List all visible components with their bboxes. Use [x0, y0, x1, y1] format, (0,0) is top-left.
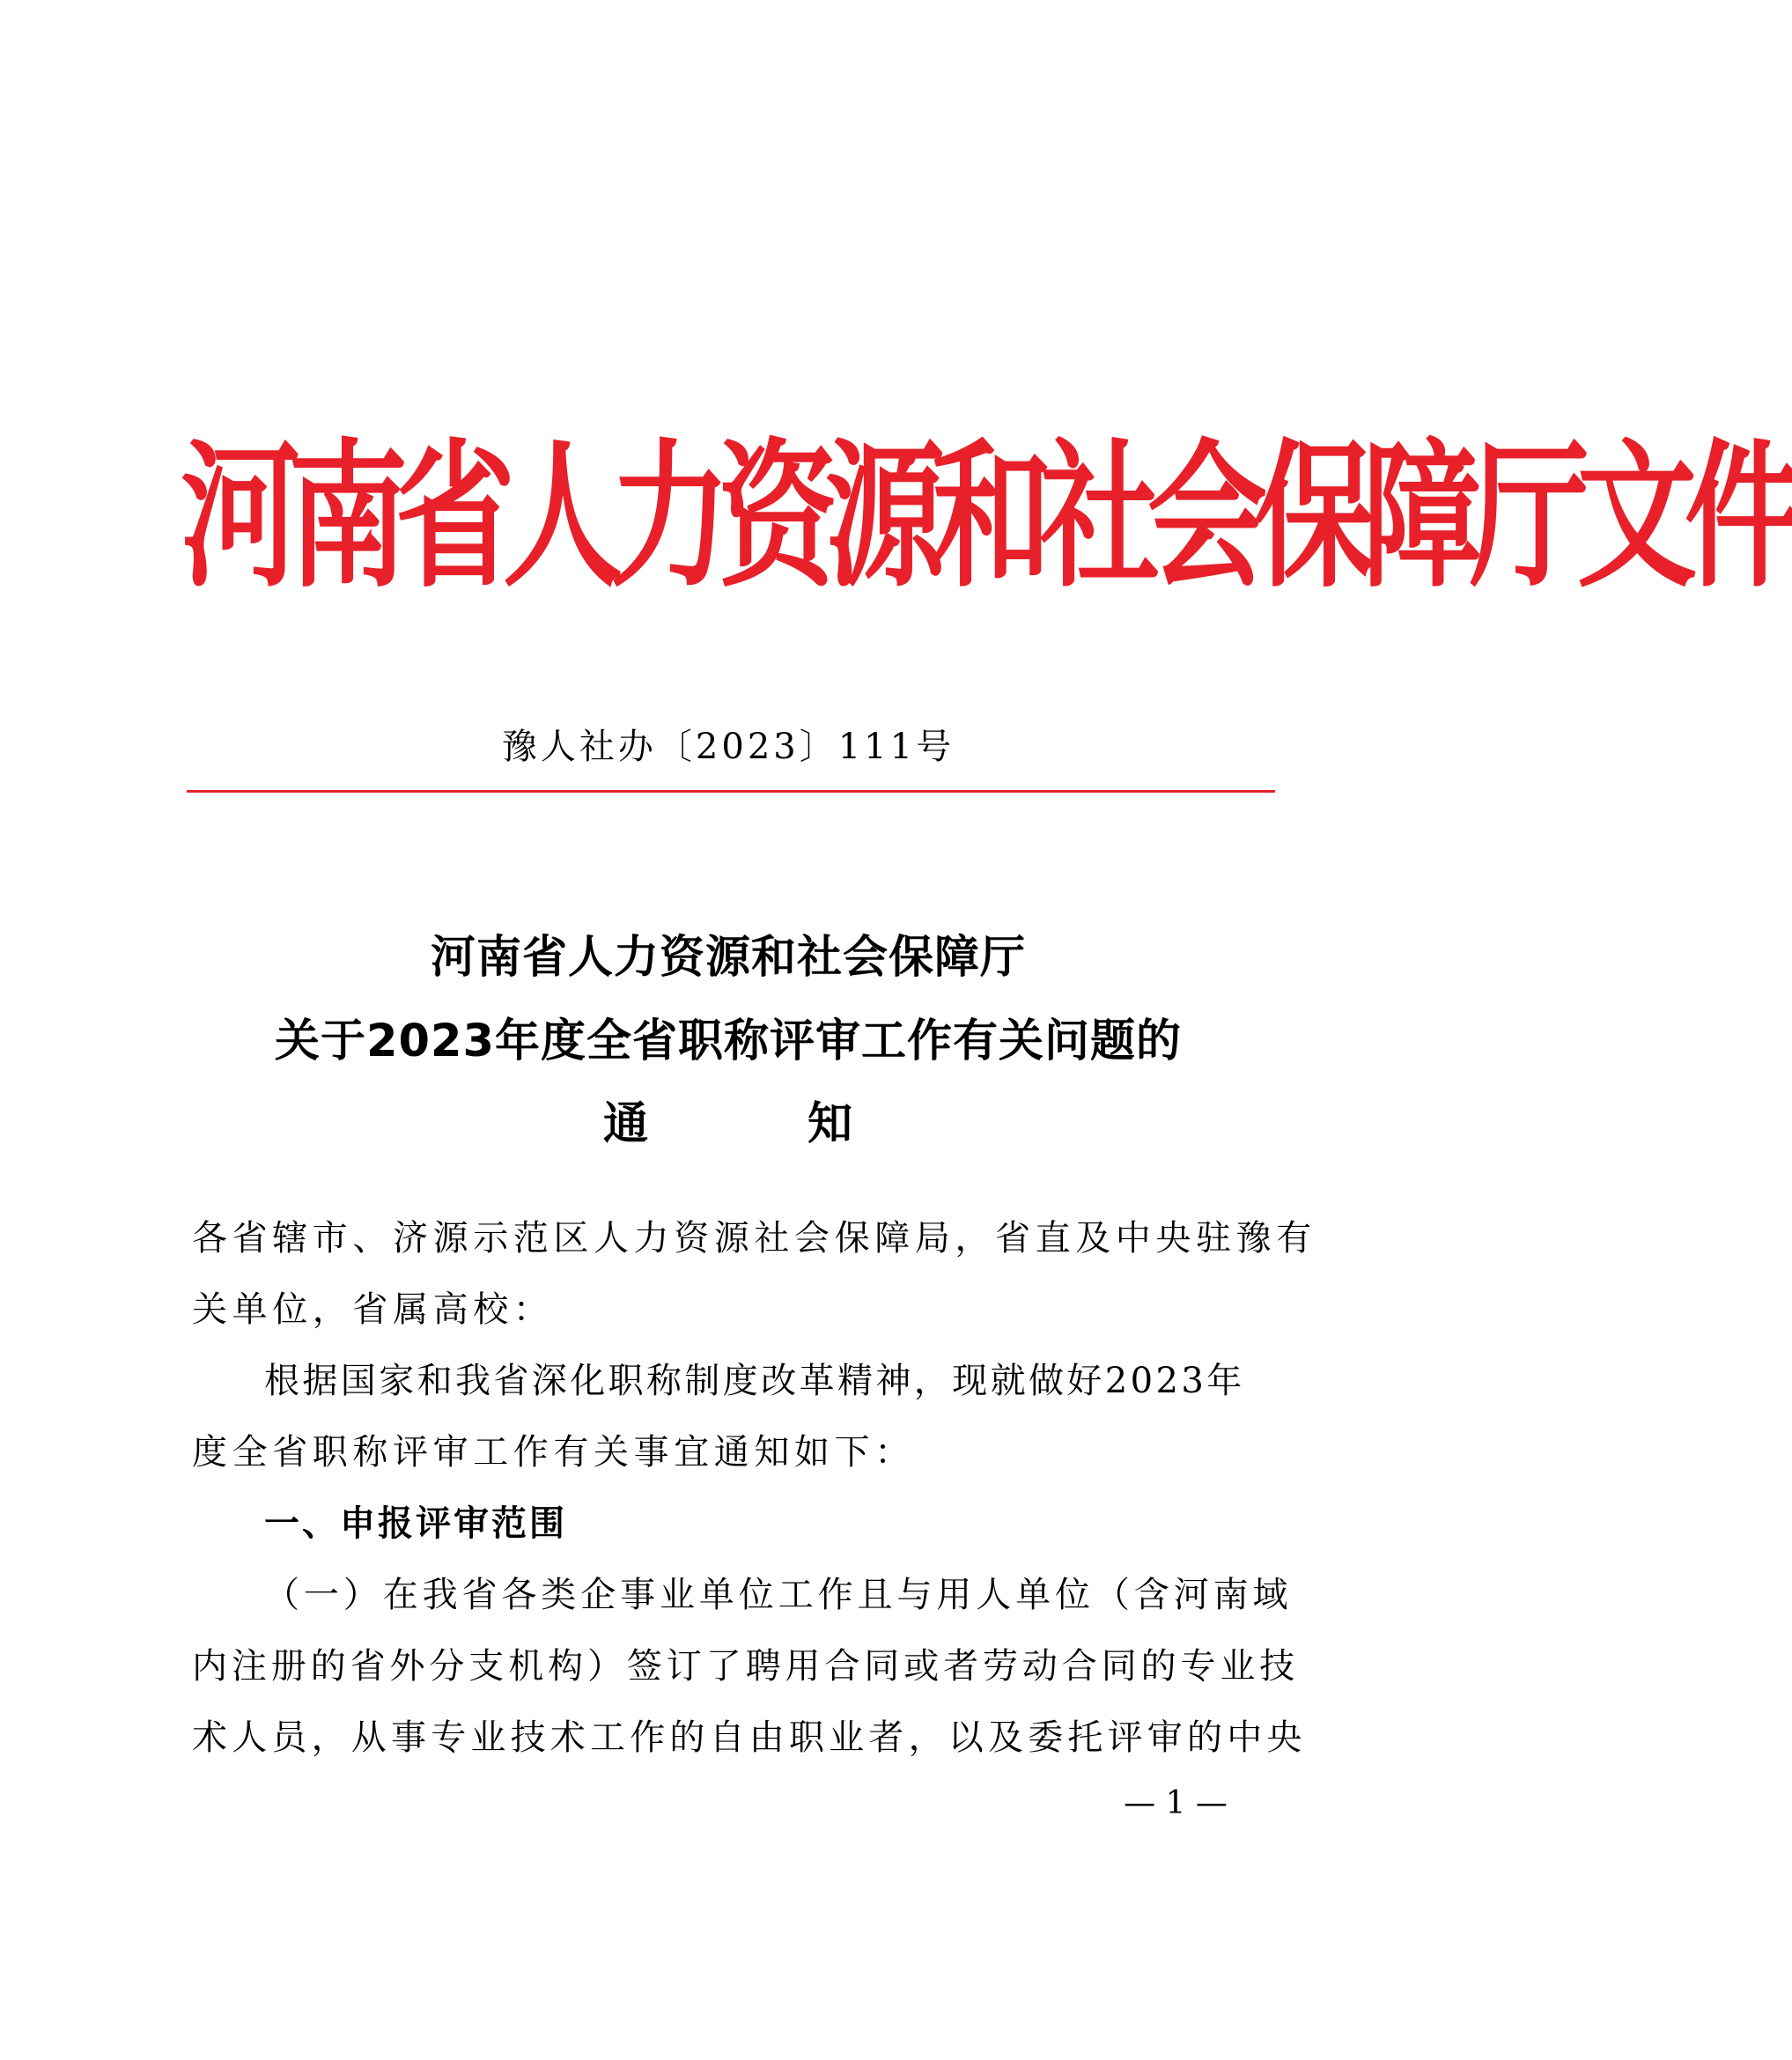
section-1-heading: 一、申报评审范围	[264, 1503, 567, 1544]
notice-title-line-2: 关于2023年度全省职称评审工作有关问题的	[275, 1015, 1182, 1067]
masthead-title: 河南省人力资源和社会保障厅文件	[181, 425, 1792, 610]
notice-title-line-3	[0, 1089, 1456, 1160]
red-divider-line	[187, 790, 1275, 793]
notice-title-line-1: 河南省人力资源和社会保障厅	[430, 932, 1026, 984]
item-1-line-1: （一）在我省各类企事业单位工作且与用人单位（含河南域	[264, 1575, 1293, 1615]
intro-line-1: 根据国家和我省深化职称制度改革精神，现就做好2023年	[264, 1361, 1245, 1401]
page-number: — 1 —	[1124, 1785, 1228, 1821]
notice-title-char-2: 知	[808, 1098, 854, 1150]
document-number: 豫人社办〔2023〕111号	[501, 727, 955, 767]
item-1-line-2: 内注册的省外分支机构）签订了聘用合同或者劳动合同的专业技	[192, 1646, 1300, 1687]
notice-title-char-1: 通	[602, 1098, 649, 1150]
item-1-line-3: 术人员，从事专业技术工作的自由职业者，以及委托评审的中央	[192, 1717, 1307, 1758]
intro-line-2: 度全省职称评审工作有关事宜通知如下：	[192, 1432, 915, 1473]
addressee-line-1: 各省辖市、济源示范区人力资源社会保障局，省直及中央驻豫有	[192, 1218, 1316, 1259]
addressee-line-2: 关单位，省属高校：	[192, 1289, 554, 1330]
